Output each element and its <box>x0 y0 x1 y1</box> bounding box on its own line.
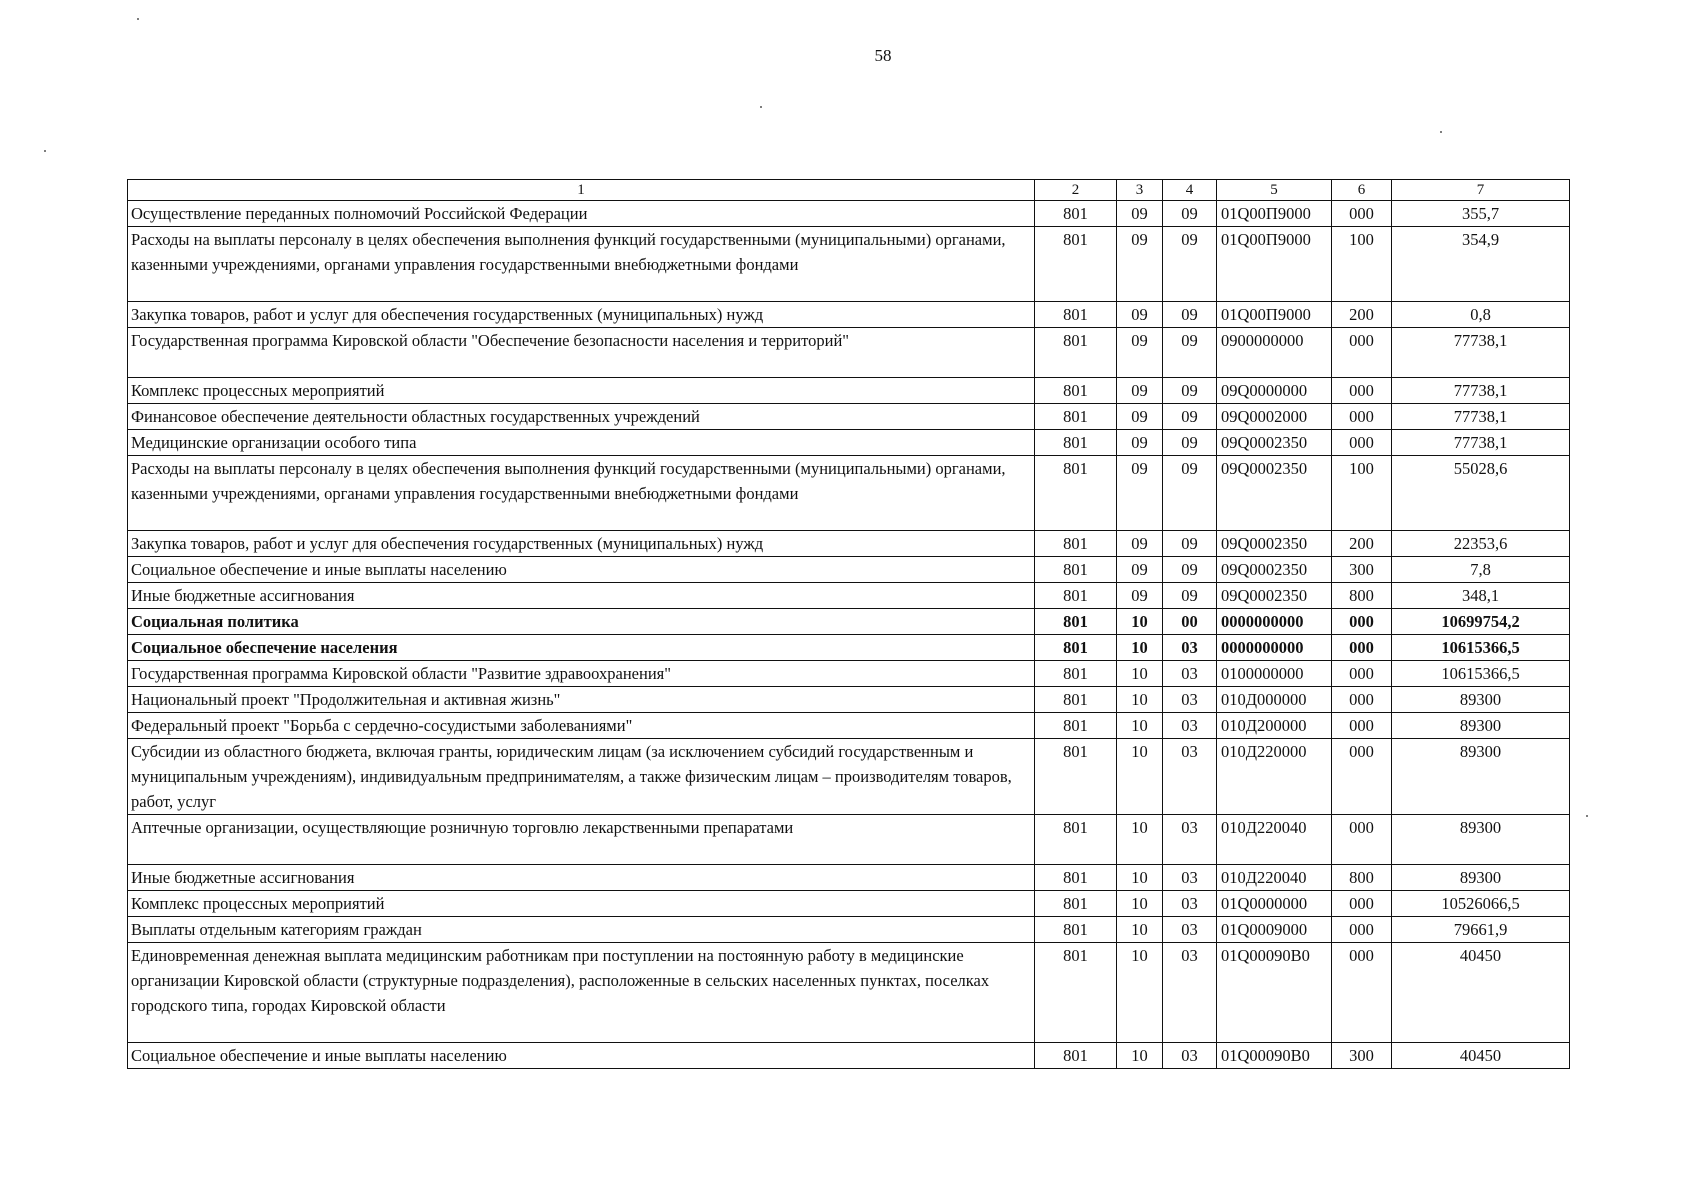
table-row <box>128 891 1570 917</box>
row-col-7: 89300 <box>1392 815 1570 865</box>
header-cell: 6 <box>1332 180 1392 201</box>
row-col-4: 03 <box>1163 687 1217 713</box>
row-col-4: 09 <box>1163 227 1217 302</box>
row-description: Единовременная денежная выплата медицинским работникам при поступлении на постоянную работу в медицинские организации Кировской области (структурные подразделения), расположенные в сельских населенных пунктах, поселках городского типа, городах Кировской области <box>128 943 1035 1043</box>
row-col-6: 000 <box>1332 943 1392 1043</box>
row-col-3: 09 <box>1117 302 1163 328</box>
row-col-2: 801 <box>1035 302 1117 328</box>
row-col-6: 100 <box>1332 227 1392 302</box>
row-description: Государственная программа Кировской области "Обеспечение безопасности населения и территорий" <box>128 328 1035 378</box>
row-col-4: 09 <box>1163 456 1217 531</box>
row-col-6: 000 <box>1332 661 1392 687</box>
row-col-3: 10 <box>1117 815 1163 865</box>
row-col-3: 09 <box>1117 404 1163 430</box>
row-col-2: 801 <box>1035 891 1117 917</box>
row-col-4: 03 <box>1163 739 1217 815</box>
row-col-2: 801 <box>1035 635 1117 661</box>
row-description: Национальный проект "Продолжительная и активная жизнь" <box>128 687 1035 713</box>
row-col-2: 801 <box>1035 201 1117 227</box>
row-col-3: 10 <box>1117 713 1163 739</box>
table-row <box>128 635 1570 661</box>
table-row <box>128 456 1570 531</box>
row-col-6: 000 <box>1332 328 1392 378</box>
row-col-7: 77738,1 <box>1392 430 1570 456</box>
row-col-5: 010Д220040 <box>1217 815 1332 865</box>
table-row <box>128 1043 1570 1069</box>
row-description: Субсидии из областного бюджета, включая гранты, юридическим лицам (за исключением субсидий государственным и муниципальным учреждениям), индивидуальным предпринимателям, а также физическим лицам – производителям товаров, работ, услуг <box>128 739 1035 815</box>
row-col-2: 801 <box>1035 1043 1117 1069</box>
scan-speck <box>1440 131 1442 133</box>
table-row <box>128 661 1570 687</box>
table-row <box>128 378 1570 404</box>
header-cell: 5 <box>1217 180 1332 201</box>
table-row <box>128 404 1570 430</box>
row-col-2: 801 <box>1035 917 1117 943</box>
header-cell: 7 <box>1392 180 1570 201</box>
row-col-6: 800 <box>1332 583 1392 609</box>
row-col-7: 355,7 <box>1392 201 1570 227</box>
header-cell: 4 <box>1163 180 1217 201</box>
row-col-5: 01Q00П9000 <box>1217 302 1332 328</box>
row-description: Социальное обеспечение и иные выплаты населению <box>128 1043 1035 1069</box>
row-col-2: 801 <box>1035 583 1117 609</box>
row-col-5: 010Д220000 <box>1217 739 1332 815</box>
row-col-4: 03 <box>1163 635 1217 661</box>
row-col-4: 09 <box>1163 328 1217 378</box>
row-col-3: 09 <box>1117 430 1163 456</box>
row-col-7: 89300 <box>1392 687 1570 713</box>
row-col-3: 09 <box>1117 201 1163 227</box>
row-col-4: 03 <box>1163 815 1217 865</box>
row-col-3: 09 <box>1117 583 1163 609</box>
row-col-6: 300 <box>1332 1043 1392 1069</box>
row-col-2: 801 <box>1035 943 1117 1043</box>
row-col-5: 01Q0000000 <box>1217 891 1332 917</box>
row-col-7: 10615366,5 <box>1392 635 1570 661</box>
row-description: Социальная политика <box>128 609 1035 635</box>
row-description: Федеральный проект "Борьба с сердечно-сосудистыми заболеваниями" <box>128 713 1035 739</box>
row-col-6: 000 <box>1332 201 1392 227</box>
row-col-2: 801 <box>1035 815 1117 865</box>
row-col-3: 09 <box>1117 456 1163 531</box>
table-row <box>128 739 1570 815</box>
row-col-4: 09 <box>1163 557 1217 583</box>
scan-speck <box>1586 815 1588 817</box>
row-description: Закупка товаров, работ и услуг для обеспечения государственных (муниципальных) нужд <box>128 531 1035 557</box>
row-col-6: 000 <box>1332 713 1392 739</box>
row-col-3: 10 <box>1117 687 1163 713</box>
header-cell: 3 <box>1117 180 1163 201</box>
row-description: Аптечные организации, осуществляющие розничную торговлю лекарственными препаратами <box>128 815 1035 865</box>
row-col-5: 09Q0002350 <box>1217 557 1332 583</box>
row-col-5: 09Q0002350 <box>1217 430 1332 456</box>
row-col-3: 10 <box>1117 635 1163 661</box>
row-description: Расходы на выплаты персоналу в целях обеспечения выполнения функций государственными (муниципальными) органами, казенными учреждениями, органами управления государственными внебюджетными фондами <box>128 456 1035 531</box>
row-col-4: 09 <box>1163 404 1217 430</box>
row-description: Иные бюджетные ассигнования <box>128 865 1035 891</box>
row-description: Расходы на выплаты персоналу в целях обеспечения выполнения функций государственными (муниципальными) органами, казенными учреждениями, органами управления государственными внебюджетными фондами <box>128 227 1035 302</box>
row-col-6: 300 <box>1332 557 1392 583</box>
row-col-3: 10 <box>1117 1043 1163 1069</box>
row-col-2: 801 <box>1035 661 1117 687</box>
row-col-7: 0,8 <box>1392 302 1570 328</box>
row-col-5: 010Д200000 <box>1217 713 1332 739</box>
row-col-4: 03 <box>1163 713 1217 739</box>
row-col-6: 000 <box>1332 378 1392 404</box>
table-row <box>128 531 1570 557</box>
row-col-4: 03 <box>1163 943 1217 1043</box>
row-col-5: 01Q00П9000 <box>1217 201 1332 227</box>
row-col-7: 10699754,2 <box>1392 609 1570 635</box>
row-col-4: 00 <box>1163 609 1217 635</box>
row-col-3: 10 <box>1117 739 1163 815</box>
table-row <box>128 557 1570 583</box>
row-col-7: 10526066,5 <box>1392 891 1570 917</box>
row-col-4: 09 <box>1163 378 1217 404</box>
row-col-2: 801 <box>1035 378 1117 404</box>
row-col-2: 801 <box>1035 739 1117 815</box>
row-col-4: 03 <box>1163 865 1217 891</box>
row-col-5: 0900000000 <box>1217 328 1332 378</box>
row-col-5: 010Д000000 <box>1217 687 1332 713</box>
row-col-2: 801 <box>1035 456 1117 531</box>
row-col-5: 0100000000 <box>1217 661 1332 687</box>
header-cell: 1 <box>128 180 1035 201</box>
page-number: 58 <box>874 46 892 65</box>
row-col-3: 09 <box>1117 557 1163 583</box>
row-col-5: 0000000000 <box>1217 609 1332 635</box>
row-col-2: 801 <box>1035 713 1117 739</box>
row-description: Осуществление переданных полномочий Российской Федерации <box>128 201 1035 227</box>
row-col-2: 801 <box>1035 227 1117 302</box>
row-description: Закупка товаров, работ и услуг для обеспечения государственных (муниципальных) нужд <box>128 302 1035 328</box>
row-col-6: 000 <box>1332 404 1392 430</box>
row-col-2: 801 <box>1035 865 1117 891</box>
row-description: Выплаты отдельным категориям граждан <box>128 917 1035 943</box>
row-col-3: 10 <box>1117 917 1163 943</box>
table-row <box>128 430 1570 456</box>
row-col-4: 09 <box>1163 430 1217 456</box>
row-col-4: 03 <box>1163 661 1217 687</box>
row-col-4: 09 <box>1163 531 1217 557</box>
row-col-5: 01Q00090B0 <box>1217 1043 1332 1069</box>
row-col-4: 03 <box>1163 891 1217 917</box>
row-col-7: 7,8 <box>1392 557 1570 583</box>
table-row <box>128 302 1570 328</box>
scan-speck <box>44 150 46 152</box>
row-col-6: 000 <box>1332 917 1392 943</box>
row-col-6: 000 <box>1332 815 1392 865</box>
row-col-4: 09 <box>1163 302 1217 328</box>
row-description: Социальное обеспечение населения <box>128 635 1035 661</box>
row-col-7: 79661,9 <box>1392 917 1570 943</box>
row-col-3: 10 <box>1117 661 1163 687</box>
row-col-3: 09 <box>1117 227 1163 302</box>
row-col-2: 801 <box>1035 687 1117 713</box>
row-col-6: 000 <box>1332 635 1392 661</box>
table-row <box>128 943 1570 1043</box>
row-col-5: 09Q0000000 <box>1217 378 1332 404</box>
row-col-5: 09Q0002350 <box>1217 531 1332 557</box>
row-col-2: 801 <box>1035 430 1117 456</box>
row-col-2: 801 <box>1035 557 1117 583</box>
row-col-2: 801 <box>1035 609 1117 635</box>
row-col-2: 801 <box>1035 404 1117 430</box>
row-description: Комплекс процессных мероприятий <box>128 378 1035 404</box>
table-row <box>128 609 1570 635</box>
table-row <box>128 328 1570 378</box>
row-description: Финансовое обеспечение деятельности областных государственных учреждений <box>128 404 1035 430</box>
scan-speck <box>760 106 762 108</box>
row-col-6: 000 <box>1332 609 1392 635</box>
table-row <box>128 865 1570 891</box>
row-col-5: 0000000000 <box>1217 635 1332 661</box>
row-col-3: 09 <box>1117 328 1163 378</box>
row-description: Медицинские организации особого типа <box>128 430 1035 456</box>
row-col-7: 77738,1 <box>1392 328 1570 378</box>
row-col-6: 000 <box>1332 687 1392 713</box>
row-col-6: 200 <box>1332 302 1392 328</box>
row-description: Государственная программа Кировской области "Развитие здравоохранения" <box>128 661 1035 687</box>
row-col-6: 800 <box>1332 865 1392 891</box>
row-col-3: 10 <box>1117 609 1163 635</box>
row-col-6: 000 <box>1332 430 1392 456</box>
row-col-2: 801 <box>1035 328 1117 378</box>
row-col-3: 09 <box>1117 531 1163 557</box>
row-col-7: 22353,6 <box>1392 531 1570 557</box>
row-description: Комплекс процессных мероприятий <box>128 891 1035 917</box>
row-col-5: 01Q0009000 <box>1217 917 1332 943</box>
row-col-6: 100 <box>1332 456 1392 531</box>
header-row <box>128 180 1570 201</box>
row-col-6: 000 <box>1332 739 1392 815</box>
row-col-4: 03 <box>1163 917 1217 943</box>
row-col-6: 000 <box>1332 891 1392 917</box>
row-col-7: 89300 <box>1392 865 1570 891</box>
row-col-7: 40450 <box>1392 1043 1570 1069</box>
row-col-5: 010Д220040 <box>1217 865 1332 891</box>
row-col-7: 89300 <box>1392 739 1570 815</box>
budget-table <box>127 179 1570 1069</box>
row-col-3: 10 <box>1117 891 1163 917</box>
row-col-3: 10 <box>1117 865 1163 891</box>
row-col-7: 40450 <box>1392 943 1570 1043</box>
row-col-5: 01Q00П9000 <box>1217 227 1332 302</box>
row-col-3: 09 <box>1117 378 1163 404</box>
table-row <box>128 201 1570 227</box>
scan-speck <box>137 18 139 20</box>
row-col-7: 89300 <box>1392 713 1570 739</box>
row-col-5: 09Q0002000 <box>1217 404 1332 430</box>
row-col-4: 09 <box>1163 201 1217 227</box>
row-col-7: 77738,1 <box>1392 378 1570 404</box>
row-col-6: 200 <box>1332 531 1392 557</box>
row-col-5: 01Q00090B0 <box>1217 943 1332 1043</box>
row-col-7: 10615366,5 <box>1392 661 1570 687</box>
table-row <box>128 815 1570 865</box>
row-col-5: 09Q0002350 <box>1217 456 1332 531</box>
row-col-7: 348,1 <box>1392 583 1570 609</box>
row-col-4: 03 <box>1163 1043 1217 1069</box>
table-row <box>128 227 1570 302</box>
row-col-7: 55028,6 <box>1392 456 1570 531</box>
row-col-7: 77738,1 <box>1392 404 1570 430</box>
row-description: Социальное обеспечение и иные выплаты населению <box>128 557 1035 583</box>
row-col-2: 801 <box>1035 531 1117 557</box>
row-col-5: 09Q0002350 <box>1217 583 1332 609</box>
row-col-4: 09 <box>1163 583 1217 609</box>
table-row <box>128 713 1570 739</box>
table-row <box>128 687 1570 713</box>
row-col-7: 354,9 <box>1392 227 1570 302</box>
header-cell: 2 <box>1035 180 1117 201</box>
table-row <box>128 583 1570 609</box>
row-description: Иные бюджетные ассигнования <box>128 583 1035 609</box>
row-col-3: 10 <box>1117 943 1163 1043</box>
table-row <box>128 917 1570 943</box>
